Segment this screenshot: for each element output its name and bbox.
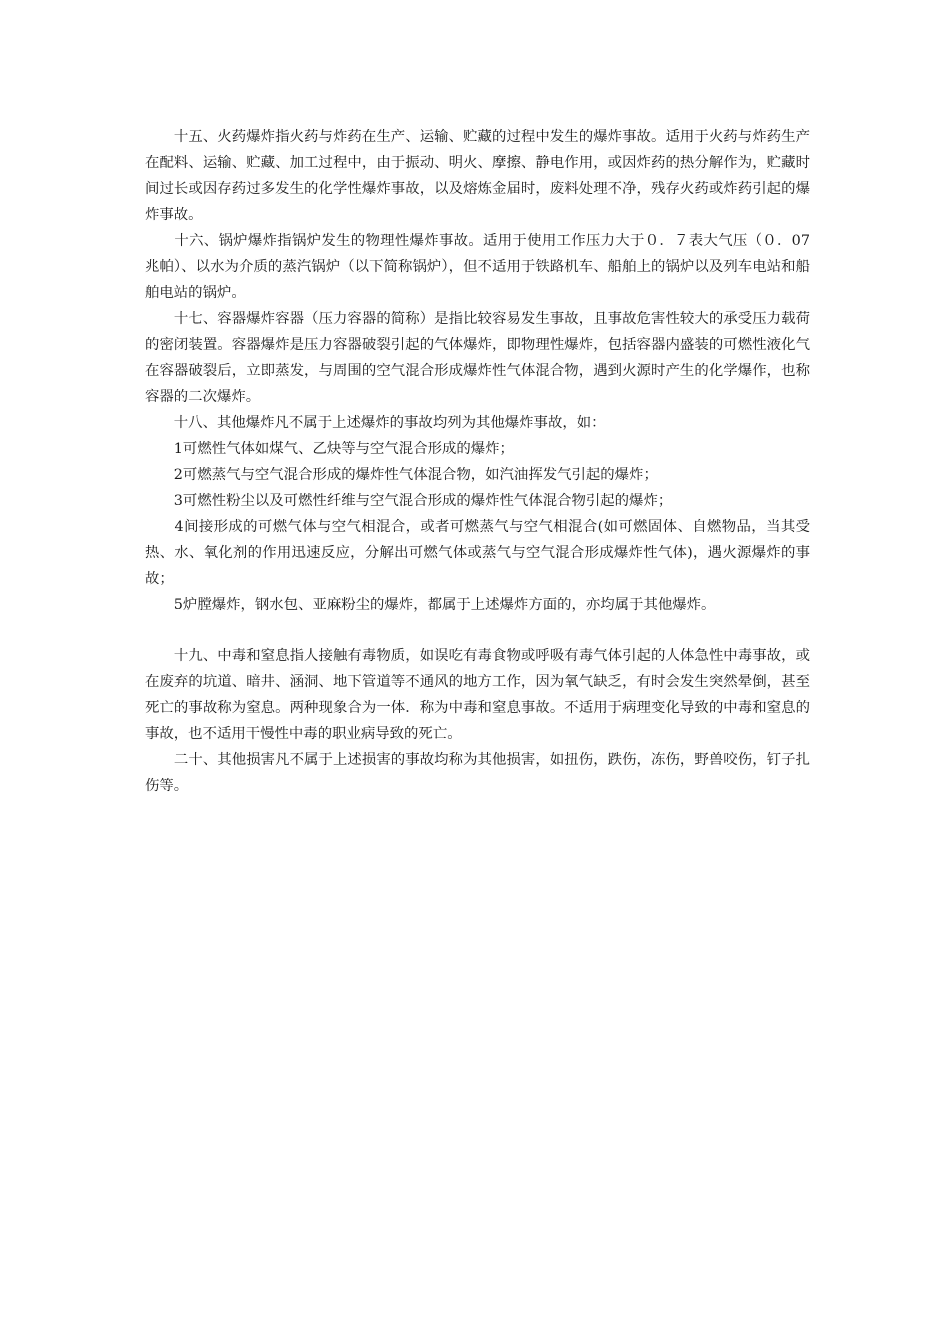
paragraph-17-vessel-explosion: 十七、容器爆炸容器（压力容器的简称）是指比较容易发生事故，且事故危害性较大的承受压力载荷的密闭装置。容器爆炸是压力容器破裂引起的气体爆炸，即物理性爆炸，包括容器内盛装的可燃性液化气在容器破裂后，立即蒸发，与周围的空气混合形成爆炸性气体混合物，遇到火源时产生的化学爆作，也称容器的二次爆炸。 bbox=[145, 311, 810, 405]
list-item-18-5: 5炉膛爆炸，钢水包、亚麻粉尘的爆炸，都属于上述爆炸方面的，亦均属于其他爆炸。 bbox=[145, 597, 716, 613]
paragraph-19-poisoning-asphyxia: 十九、中毒和窒息指人接触有毒物质，如误吃有毒食物或呼吸有毒气体引起的人体急性中毒事故，或在废弃的坑道、暗井、涵洞、地下管道等不通风的地方工作，因为氧气缺乏，有时会发生突然晕倒，甚至死亡的事故称为窒息。两种现象合为一体．称为中毒和窒息事故。不适用于病理变化导致的中毒和窒息的事故，也不适用干慢性中毒的职业病导致的死亡。 bbox=[145, 648, 810, 742]
document-body bbox=[145, 124, 810, 799]
paragraph-15-gunpowder-explosion: 十五、火药爆炸指火药与炸药在生产、运输、贮藏的过程中发生的爆炸事故。适用于火药与炸药生产在配料、运输、贮藏、加工过程中，由于振动、明火、摩擦、静电作用，或因炸药的热分解作为，贮藏时间过长或因存药过多发生的化学性爆炸事故，以及熔炼金届时，废料处理不净，残存火药或炸药引起的爆炸事故。 bbox=[145, 129, 810, 223]
list-item-18-1: 1可燃性气体如煤气、乙炔等与空气混合形成的爆炸； bbox=[145, 441, 514, 457]
paragraph-18-other-explosion: 十八、其他爆炸凡不属于上述爆炸的事故均列为其他爆炸事故，如： bbox=[145, 415, 606, 431]
paragraph-spacer bbox=[145, 618, 810, 643]
list-item-18-4: 4间接形成的可燃气体与空气相混合，或者可燃蒸气与空气相混合(如可燃固体、自燃物品，当其受热、水、氧化剂的作用迅速反应，分解出可燃气体或蒸气与空气混合形成爆炸性气体)，遇火源爆炸的事故； bbox=[145, 519, 810, 587]
list-item-18-2: 2可燃蒸气与空气混合形成的爆炸性气体混合物，如汽油挥发气引起的爆炸； bbox=[145, 467, 658, 483]
paragraph-16-boiler-explosion: 十六、锅炉爆炸指锅炉发生的物理性爆炸事故。适用于使用工作压力大于０．７表大气压（０．07兆帕）、以水为介质的蒸汽锅炉（以下简称锅炉），但不适用于铁路机车、船舶上的锅炉以及列车电站和船舶电站的锅炉。 bbox=[145, 233, 810, 301]
paragraph-20-other-injury: 二十、其他损害凡不属于上述损害的事故均称为其他损害，如扭伤，跌伤，冻伤，野兽咬伤，钉子扎伤等。 bbox=[145, 752, 810, 794]
list-item-18-3: 3可燃性粉尘以及可燃性纤维与空气混合形成的爆炸性气体混合物引起的爆炸； bbox=[145, 493, 673, 509]
